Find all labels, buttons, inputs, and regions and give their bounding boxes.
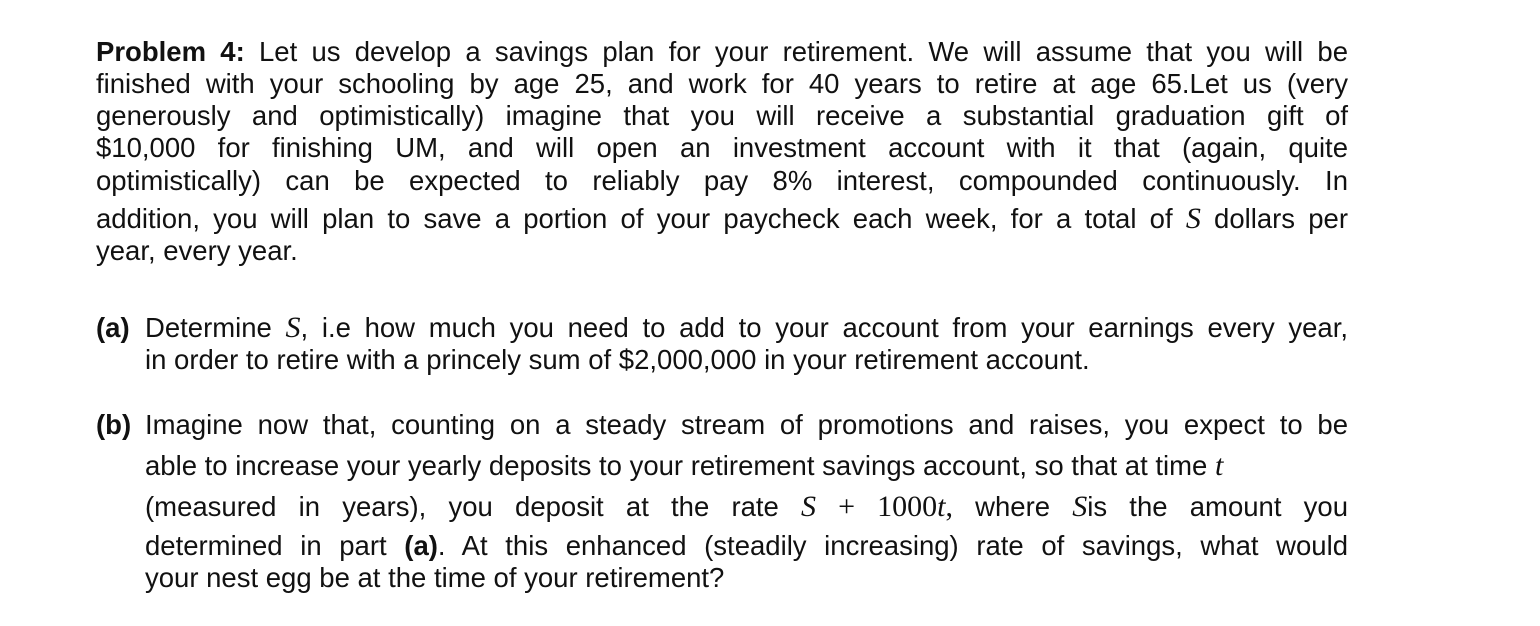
- variable-t: t: [937, 490, 946, 523]
- problem-line-6: [96, 203, 1348, 235]
- problem-line-2: [96, 68, 1348, 100]
- part-a-text-1b: , i.e how much you need to add to your account from your earnings every year,: [300, 312, 1348, 343]
- problem-text-line-5: optimistically) can be expected to reliably pay 8% interest, compounded continuously. In: [96, 165, 1348, 196]
- variable-S: S: [1072, 490, 1088, 523]
- problem-text-line-1: Let us develop a savings plan for your retirement. We will assume that you will be: [258, 36, 1349, 67]
- part-a-line-1: [145, 312, 1348, 344]
- variable-S: S: [1185, 202, 1201, 235]
- part-b-text-3b: is the amount you: [1087, 491, 1348, 522]
- part-a-text-1a: Determine: [145, 312, 286, 343]
- problem-line-4: [96, 132, 1348, 164]
- part-b-text-3a: (measured in years), you deposit at the rate: [145, 491, 802, 522]
- part-b-text-1: Imagine now that, counting on a steady stream of promotions and raises, you expect to be: [145, 409, 1348, 440]
- part-b-text-4a: determined in part: [145, 530, 405, 561]
- variable-t: t: [1214, 449, 1224, 482]
- part-b-line-4: [145, 530, 1348, 562]
- part-b-line-1: [145, 409, 1348, 441]
- problem-text-line-7: year, every year.: [96, 235, 298, 266]
- problem-text-line-6b: dollars per: [1200, 203, 1349, 234]
- variable-S: S: [801, 490, 817, 523]
- part-b-line-5: [145, 562, 1348, 594]
- problem-line-3: [96, 100, 1348, 132]
- problem-line-1: [96, 36, 1348, 68]
- part-b-text-5: your nest egg be at the time of your retirement?: [145, 562, 725, 593]
- part-a-line-2: [145, 344, 1348, 376]
- part-a-reference: (a): [404, 530, 438, 561]
- part-b-text-2: able to increase your yearly deposits to your retirement savings account, so that at time: [145, 450, 1215, 481]
- part-a-label: (a): [96, 312, 130, 343]
- part-a-text-2: in order to retire with a princely sum of $2,000,000 in your retirement account.: [145, 344, 1090, 375]
- problem-heading: Problem 4:: [96, 36, 245, 67]
- part-b-label: (b): [96, 409, 132, 440]
- math-plus-1000: + 1000: [816, 490, 938, 523]
- problem-line-7: [96, 235, 1348, 267]
- variable-S: S: [285, 311, 301, 344]
- part-b-text-3-where: where: [952, 491, 1073, 522]
- problem-text-line-6a: addition, you will plan to save a portion of your paycheck each week, for a total of: [96, 203, 1186, 234]
- problem-line-5: [96, 165, 1348, 197]
- part-b-text-4b: . At this enhanced (steadily increasing) rate of savings, what would: [437, 530, 1348, 561]
- part-b-line-3: [145, 491, 1348, 523]
- problem-text-line-2: finished with your schooling by age 25, and work for 40 years to retire at age 65.Let us (very: [96, 68, 1348, 99]
- math-comma: ,: [945, 490, 953, 523]
- problem-text-line-3: generously and optimistically) imagine that you will receive a substantial graduation gift of: [96, 100, 1348, 131]
- part-b-line-2: [145, 450, 1348, 482]
- problem-text-line-4: $10,000 for finishing UM, and will open an investment account with it that (again, quite: [96, 132, 1348, 163]
